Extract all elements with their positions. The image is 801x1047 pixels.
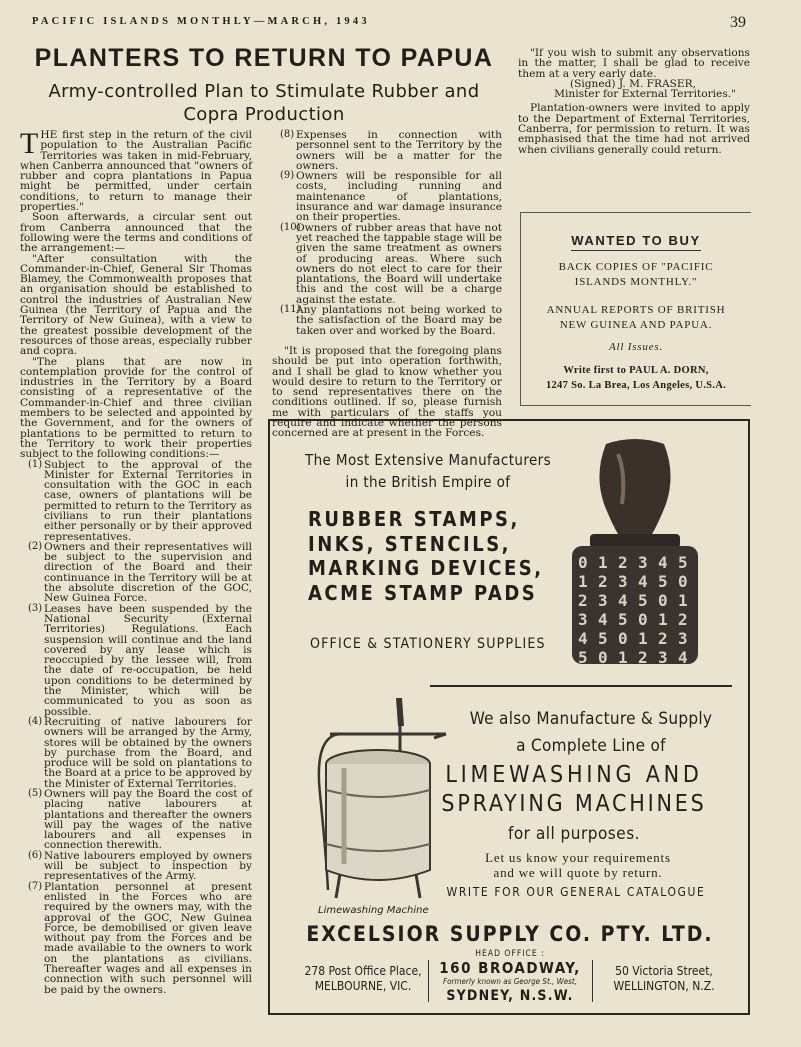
stamp-digit: 5 <box>658 572 668 591</box>
condition-number: (7) <box>28 880 43 892</box>
condition-number: (4) <box>28 715 43 727</box>
stamp-digit: 0 <box>638 610 648 629</box>
stamp-digit: 5 <box>598 629 608 648</box>
stamp-digit: 4 <box>678 648 688 667</box>
ad-products <box>308 507 578 605</box>
ad-address-divider <box>592 960 593 1002</box>
condition-number: (5) <box>28 788 43 799</box>
stamp-digit: 1 <box>598 553 608 572</box>
condition-item <box>20 717 252 789</box>
article-column-1 <box>20 127 252 996</box>
ad-requirements <box>448 850 708 880</box>
wanted-note: All Issues. <box>608 341 664 353</box>
subheadline-line-2: Copra Production <box>183 104 345 125</box>
condition-item <box>20 882 252 995</box>
ad-address-line: 278 Post Office Place, <box>304 964 422 978</box>
stamp-digit: 2 <box>578 591 588 610</box>
stamp-digit: 0 <box>618 629 628 648</box>
stamp-digit: 2 <box>618 553 628 572</box>
stamp-digit: 3 <box>678 629 688 648</box>
ad-head-office-city: SYDNEY, N.S.W. <box>446 988 574 1004</box>
stamp-digit: 0 <box>578 553 588 572</box>
wanted-item-line: ISLANDS MONTHLY." <box>574 276 698 288</box>
limewashing-machine-icon <box>300 694 450 902</box>
condition-item <box>272 305 502 336</box>
stamp-digit: 0 <box>678 572 688 591</box>
ad-address-line: MELBOURNE, VIC. <box>314 979 412 993</box>
condition-item <box>272 223 502 305</box>
condition-text: Expenses in connection with personnel sent to the Territory by the owners will be a matter for the owners. <box>296 129 502 172</box>
ad-product-line: RUBBER STAMPS, <box>308 507 520 531</box>
stamp-digit: 1 <box>578 572 588 591</box>
condition-number: (11) <box>280 304 301 316</box>
condition-text: Native labourers employed by owners will be subject to inspection by representatives of the Army. <box>44 849 252 883</box>
stamp-digit: 3 <box>618 572 628 591</box>
article-paragraph: Soon afterwards, a circular sent out from Canberra announced that the following were the terms and conditions of the arrangement:— <box>20 211 252 255</box>
ad-requirements-line: and we will quote by return. <box>493 865 663 880</box>
article-headline: PLANTERS TO RETURN TO PAPUA <box>34 44 494 72</box>
stamp-digit: 1 <box>618 648 628 667</box>
ad-divider <box>430 685 732 687</box>
running-head: PACIFIC ISLANDS MONTHLY—MARCH, 1943 <box>32 16 370 27</box>
wanted-to-buy-box <box>520 212 751 406</box>
stamp-digit: 2 <box>598 572 608 591</box>
wanted-item-line: NEW GUINEA AND PAPUA. <box>559 319 713 331</box>
ad-product-line: INKS, STENCILS, <box>308 531 511 556</box>
article-intro <box>20 127 252 214</box>
ad-intro-line: in the British Empire of <box>345 473 511 491</box>
ad-purposes: for all purposes. <box>507 824 641 844</box>
condition-text: Owners and their representatives will be subject to the supervision and direction of the Board and their continuance in the Territory will be at the absolute discretion of the GOC, New Guinea Force. <box>44 540 252 605</box>
article-paragraph: "It is proposed that the foregoing plans should be put into operation forthwith, and I shall be glad to know whether you would desire to return to the Territory or to send representatives there on the conditions outlined. If so, please furnish me with particulars of the staffs you require and indicate whether the persons concerned are at present in the Forces. <box>272 344 502 440</box>
ad-address-line: WELLINGTON, N.Z. <box>613 979 715 993</box>
condition-number: (1) <box>28 458 43 470</box>
article-paragraph: "The plans that are now in contemplation provide for the control of industries in the Territory by a Board consisting of a representative of the Commander-in-Chief and three civilian members to be selected and appointed by the Government, and for the owners of plantations to be permitted to return to the Territory to work their properties subject to the following conditions:— <box>20 355 252 461</box>
condition-number: (10) <box>280 221 301 233</box>
condition-text: Plantation personnel at present enlisted in the Forces who are required by the owners may, with the approval of the GOC, New Guinea Force, be demobilised or given leave without pay from the Forces and be made available to the owners to work on the plantations as civilians. Thereafter wages and all expenses in connection with such personnel will be paid by the owners. <box>44 880 252 996</box>
condition-item <box>272 171 502 222</box>
ad-machines-line-1: LIMEWASHING AND <box>445 762 703 788</box>
stamp-digit: 4 <box>618 591 628 610</box>
article-paragraph: Plantation-owners were invited to apply to the Department of External Territories, Canberra, for permission to return. It was emphasised that the time had not arrived when civilians generally could return. <box>518 102 750 156</box>
stamp-digit: 3 <box>598 591 608 610</box>
condition-text: Subject to the approval of the Minister for External Territories in consultation with the GOC in each case, owners of plantations will be permitted to return to the Territory as civilians to run their plantations either personally or by their approved representatives. <box>44 458 252 543</box>
wanted-contact-line: Write first to PAUL A. DORN, <box>563 365 709 376</box>
ad-head-office-note: Formerly known as George St., West, <box>442 977 578 986</box>
ad-address-divider <box>428 960 429 1002</box>
rubber-stamp-icon <box>566 434 704 670</box>
wanted-item <box>521 303 751 333</box>
ad-requirements-line: Let us know your requirements <box>485 850 671 865</box>
ad-wellington-address <box>596 964 732 994</box>
condition-item <box>20 851 252 882</box>
wanted-item <box>521 260 751 290</box>
condition-text: Recruiting of native labourers for owners will be arranged by the Army, stores will be obtained by the owners by purchase from the Board, and produce will be sold on plantations to the Board at a price to be approved by the Minister of External Territories. <box>44 715 252 790</box>
stamp-digit: 0 <box>598 648 608 667</box>
condition-text: Owners will be responsible for all costs, including running and maintenance of plantations, insurance and war damage insurance on their properties. <box>296 170 502 224</box>
condition-item <box>20 460 252 542</box>
ad-address-line: 50 Victoria Street, <box>615 964 713 978</box>
article-paragraph: "After consultation with the Commander-in-Chief, General Sir Thomas Blamey, the Commonwealth proposes that an organisation should be established to control the industries of Australian New Guinea (the Territory of Papua and the Territory of New Guinea), with a view to the greatest possible development of the resources of those areas, especially rubber and copra. <box>20 252 252 358</box>
ad-office-supplies: OFFICE & STATIONERY SUPPLIES <box>310 636 546 652</box>
article-column-3 <box>518 48 750 155</box>
stamp-digit: 3 <box>638 553 648 572</box>
condition-item <box>272 130 502 171</box>
wanted-title <box>521 233 751 248</box>
condition-number: (2) <box>28 540 43 552</box>
ad-machines-line-2: SPRAYING MACHINES <box>441 791 707 817</box>
ad-catalogue: WRITE FOR OUR GENERAL CATALOGUE <box>446 885 706 899</box>
ad-product-line: ACME STAMP PADS <box>308 580 538 605</box>
ad-company-name: EXCELSIOR SUPPLY CO. PTY. LTD. <box>306 922 714 946</box>
stamp-digit: 4 <box>578 629 588 648</box>
signature-title: Minister for External Territories." <box>554 88 736 101</box>
stamp-digit: 2 <box>678 610 688 629</box>
condition-item <box>20 542 252 604</box>
intro-text: HE first step in the return of the civil population to the Australian Pacific Territories was taken in mid-February, when Canberra announced that "owners of rubber and copra plantations in Papua might be permitted, under certain conditions, to return to manage their properties." <box>20 129 252 214</box>
wanted-contact <box>521 363 751 393</box>
ad-melbourne-address <box>300 964 426 994</box>
ad-illustration-caption: Limewashing Machine <box>318 905 429 916</box>
stamp-digit: 1 <box>638 629 648 648</box>
article-paragraph: "If you wish to submit any observations in the matter, I shall be glad to receive them at a very early date. <box>518 47 750 80</box>
condition-item <box>20 604 252 717</box>
stamp-digit: 5 <box>638 591 648 610</box>
stamp-digit: 0 <box>658 591 668 610</box>
condition-number: (9) <box>280 170 295 182</box>
ad-also <box>460 706 722 760</box>
ad-intro <box>298 449 558 493</box>
wanted-item-line: BACK COPIES OF "PACIFIC <box>558 261 714 273</box>
condition-text: Owners will pay the Board the cost of placing native labourers at plantations and thereafter the owners will pay the wages of the native labourers and all expenses in connection therewith. <box>44 788 252 852</box>
condition-number: (8) <box>280 129 295 140</box>
drop-cap: T <box>20 127 39 160</box>
wanted-title-text: WANTED TO BUY <box>571 233 701 251</box>
stamp-digit: 5 <box>618 610 628 629</box>
stamp-digit: 3 <box>578 610 588 629</box>
ad-head-office-label: HEAD OFFICE : <box>475 949 545 959</box>
ad-intro-line: The Most Extensive Manufacturers <box>304 451 552 469</box>
stamp-digit: 4 <box>658 553 668 572</box>
condition-number: (6) <box>28 849 43 861</box>
subheadline-line-1: Army-controlled Plan to Stimulate Rubber and <box>48 81 480 102</box>
stamp-digit: 1 <box>658 610 668 629</box>
stamp-digit: 3 <box>658 648 668 667</box>
wanted-item-line: ANNUAL REPORTS OF BRITISH <box>546 304 726 316</box>
page-number: 39 <box>730 14 746 31</box>
condition-number: (3) <box>28 602 43 614</box>
article-subheadline <box>22 80 506 126</box>
ad-also-line: We also Manufacture & Supply <box>469 709 713 729</box>
signature: (Signed) J. M. FRASER, <box>570 77 696 90</box>
condition-text: Any plantations not being worked to the satisfaction of the Board may be taken over and worked by the Board. <box>296 304 502 337</box>
condition-item <box>20 789 252 851</box>
ad-head-office-address: 160 BROADWAY, <box>439 959 581 977</box>
stamp-digit: 1 <box>678 591 688 610</box>
ad-product-line: MARKING DEVICES, <box>308 556 544 580</box>
stamp-digit: 5 <box>578 648 588 667</box>
stamp-digit: 2 <box>638 648 648 667</box>
ad-also-line: a Complete Line of <box>516 736 666 756</box>
condition-text: Leases have been suspended by the National Security (External Territories) Regulations. Each suspension will continue and the land covered by any lease which is reoccupied by the lessee will, from the date of re-occupation, be held upon conditions to be determined by the Minister, which will be communicated to you as soon as possible. <box>44 602 252 718</box>
stamp-digit: 2 <box>658 629 668 648</box>
stamp-digit: 4 <box>638 572 648 591</box>
wanted-contact-line: 1247 So. La Brea, Los Angeles, U.S.A. <box>545 380 727 391</box>
stamp-digit: 4 <box>598 610 608 629</box>
stamp-digit: 5 <box>678 553 688 572</box>
article-column-2 <box>272 130 502 439</box>
condition-text: Owners of rubber areas that have not yet reached the tappable stage will be given the same treatment as owners of producing areas. Where such owners do not elect to care for their plantations, the Board will undertake this and the cost will be a charge against the estate. <box>296 221 502 306</box>
